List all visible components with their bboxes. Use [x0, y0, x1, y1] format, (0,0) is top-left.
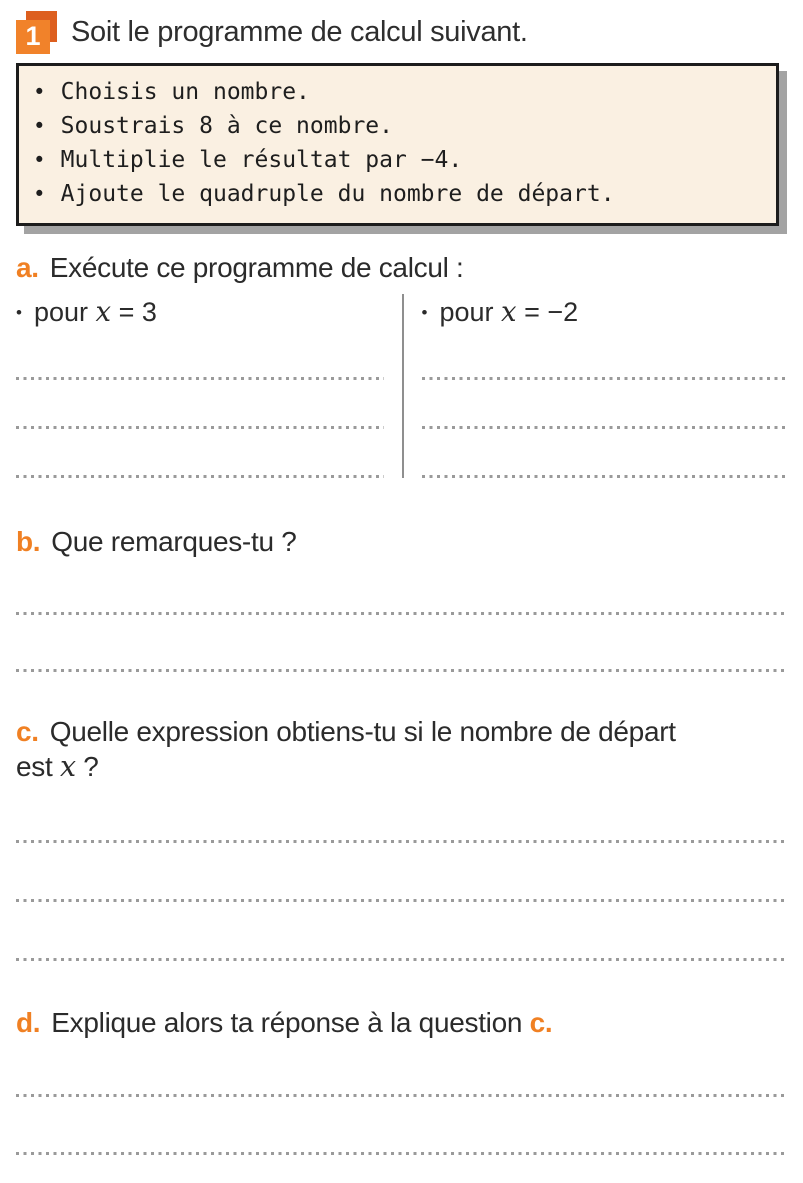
case-prefix: pour: [33, 297, 88, 327]
answer-line[interactable]: [16, 669, 787, 672]
question-d-label: d.: [16, 1007, 41, 1038]
math-variable: x: [95, 296, 112, 328]
question-d-reference: c.: [529, 1007, 553, 1038]
question-c-question-mark: ?: [83, 751, 99, 782]
question-c-label: c.: [16, 716, 39, 747]
program-step-text: Soustrais 8 à ce nombre.: [60, 113, 393, 139]
question-b: [16, 526, 787, 672]
math-variable: x: [501, 296, 517, 328]
bullet-icon: •: [33, 148, 46, 172]
bullet-icon: •: [421, 303, 428, 322]
answer-line[interactable]: [16, 612, 787, 615]
answer-line[interactable]: [16, 958, 787, 961]
program-step: [33, 109, 768, 143]
case-x-equals-neg2-heading: [422, 294, 788, 331]
badge-front-square: [16, 20, 50, 54]
answer-line[interactable]: [422, 377, 788, 380]
exercise-title: Soit le programme de calcul suivant.: [71, 15, 528, 48]
answer-line[interactable]: [422, 475, 788, 478]
program-step-text: Choisis un nombre.: [60, 79, 310, 105]
case-prefix: pour: [439, 297, 494, 327]
bullet-icon: •: [33, 80, 46, 104]
question-c-text-line1: Quelle expression obtiens-tu si le nombre de départ: [49, 716, 676, 747]
answer-line[interactable]: [16, 1152, 787, 1155]
exercise-number: 1: [25, 21, 41, 51]
question-b-text: Que remarques-tu ?: [51, 526, 297, 557]
program-box: [16, 63, 779, 226]
math-variable: x: [59, 749, 76, 783]
question-a-text: Exécute ce programme de calcul :: [49, 252, 464, 283]
program-step: [33, 177, 768, 211]
program-step-text: Ajoute le quadruple du nombre de départ.: [60, 181, 615, 207]
case-x-equals-3: [16, 294, 402, 478]
program-step: [33, 143, 768, 177]
program-steps-list: [33, 75, 768, 211]
question-c-text-line2: est: [16, 751, 53, 782]
question-d-text: Explique alors ta réponse à la question: [51, 1007, 523, 1038]
bullet-icon: •: [33, 182, 46, 206]
question-a-title: [16, 252, 787, 284]
answer-line[interactable]: [16, 840, 787, 843]
answer-line[interactable]: [16, 377, 384, 380]
bullet-icon: •: [16, 303, 22, 322]
answer-columns: [16, 294, 787, 490]
question-b-title: [16, 526, 787, 558]
question-a: [16, 252, 787, 490]
program-step: [33, 75, 768, 109]
answer-line[interactable]: [16, 475, 384, 478]
answer-line[interactable]: [16, 1094, 787, 1097]
question-a-label: a.: [16, 252, 39, 283]
bullet-icon: •: [33, 114, 46, 138]
case-value: = 3: [118, 297, 157, 327]
question-c-title: [16, 714, 787, 784]
question-c: [16, 714, 787, 961]
question-d: [16, 1007, 787, 1183]
exercise-number-badge: [16, 11, 57, 54]
program-step-text: Multiplie le résultat par −4.: [60, 147, 463, 173]
answer-line[interactable]: [422, 426, 788, 429]
case-x-equals-3-heading: [16, 294, 384, 331]
case-value: = −2: [524, 297, 579, 327]
case-x-equals-neg2: [402, 294, 788, 478]
answer-line[interactable]: [16, 899, 787, 902]
question-b-label: b.: [16, 526, 41, 557]
answer-line[interactable]: [16, 426, 384, 429]
question-d-title: [16, 1007, 787, 1039]
exercise-header: [16, 8, 787, 56]
